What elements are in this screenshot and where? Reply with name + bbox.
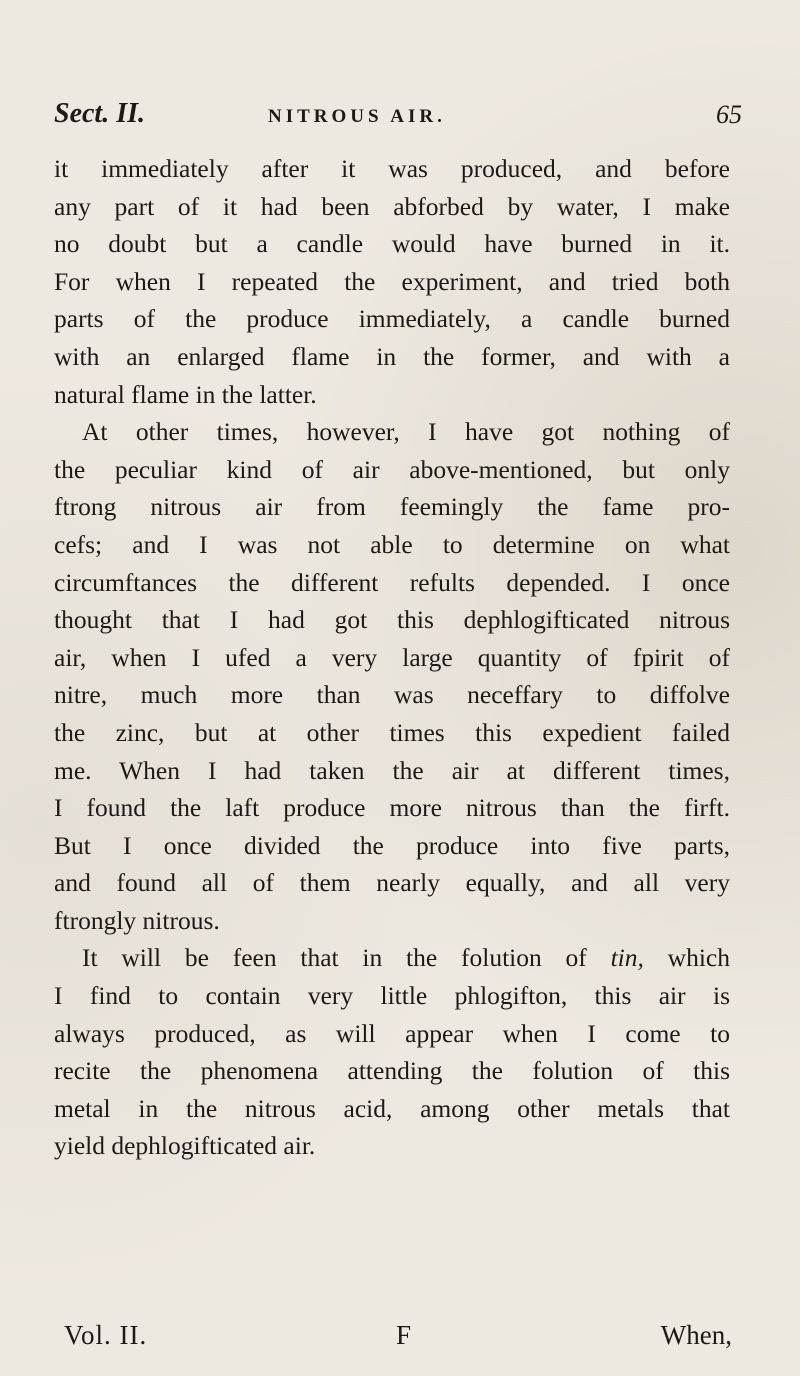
volume-mark: Vol. II. bbox=[64, 1320, 148, 1350]
text-line: the peculiar kind of air above-mentioned, but only bbox=[54, 454, 730, 484]
text-segment: It will be feen that in the folution of bbox=[82, 943, 611, 973]
text-line: and found all of them nearly equally, and all very bbox=[54, 868, 730, 898]
text-line: parts of the produce immediately, a candle burned bbox=[54, 304, 730, 334]
signature-mark: F bbox=[396, 1320, 412, 1350]
running-header bbox=[54, 98, 742, 138]
text-line: thought that I had got this dephlogifticated nitrous bbox=[54, 605, 730, 635]
text-line: ftrongly nitrous. bbox=[54, 905, 220, 935]
text-line: the zinc, but at other times this expedient failed bbox=[54, 717, 730, 747]
text-line: But I once divided the produce into five parts, bbox=[54, 830, 730, 860]
text-line: yield dephlogifticated air. bbox=[54, 1131, 316, 1161]
text-line: it immediately after it was produced, and before bbox=[54, 154, 730, 183]
paragraph-start-line: At other times, however, I have got nothing of bbox=[82, 417, 730, 447]
text-line: recite the phenomena attending the folution of this bbox=[54, 1056, 730, 1086]
text-line: always produced, as will appear when I come to bbox=[54, 1018, 730, 1048]
text-line: with an enlarged flame in the former, and with a bbox=[54, 341, 730, 371]
text-line: nitre, much more than was neceffary to diffolve bbox=[54, 680, 730, 710]
italic-word: tin, bbox=[610, 943, 644, 973]
paragraph-start-line bbox=[54, 939, 730, 977]
text-line: For when I repeated the experiment, and tried both bbox=[54, 266, 730, 296]
text-line: I found the laft produce more nitrous than the firft. bbox=[54, 793, 730, 823]
text-line: circumftances the different refults depended. I once bbox=[54, 567, 730, 597]
text-line: any part of it had been abforbed by water, I make bbox=[54, 191, 730, 221]
body-text bbox=[54, 150, 730, 1165]
section-label: Sect. II. bbox=[54, 98, 145, 129]
page-footer bbox=[64, 1320, 732, 1356]
text-line: air, when I ufed a very large quantity of fpirit of bbox=[54, 642, 730, 672]
text-line: metal in the nitrous acid, among other metals that bbox=[54, 1093, 730, 1123]
text-line: cefs; and I was not able to determine on what bbox=[54, 529, 730, 559]
running-title: NITROUS AIR. bbox=[268, 106, 446, 127]
text-line: me. When I had taken the air at different times, bbox=[54, 755, 730, 785]
text-line: no doubt but a candle would have burned in it. bbox=[54, 229, 730, 259]
text-line: I find to contain very little phlogifton, this air is bbox=[54, 981, 730, 1011]
text-line: ftrong nitrous air from feemingly the fame pro- bbox=[54, 492, 730, 522]
text-line: natural flame in the latter. bbox=[54, 379, 317, 409]
text-segment: which bbox=[643, 943, 730, 973]
catchword: When, bbox=[660, 1320, 732, 1350]
page-number: 65 bbox=[716, 100, 742, 129]
